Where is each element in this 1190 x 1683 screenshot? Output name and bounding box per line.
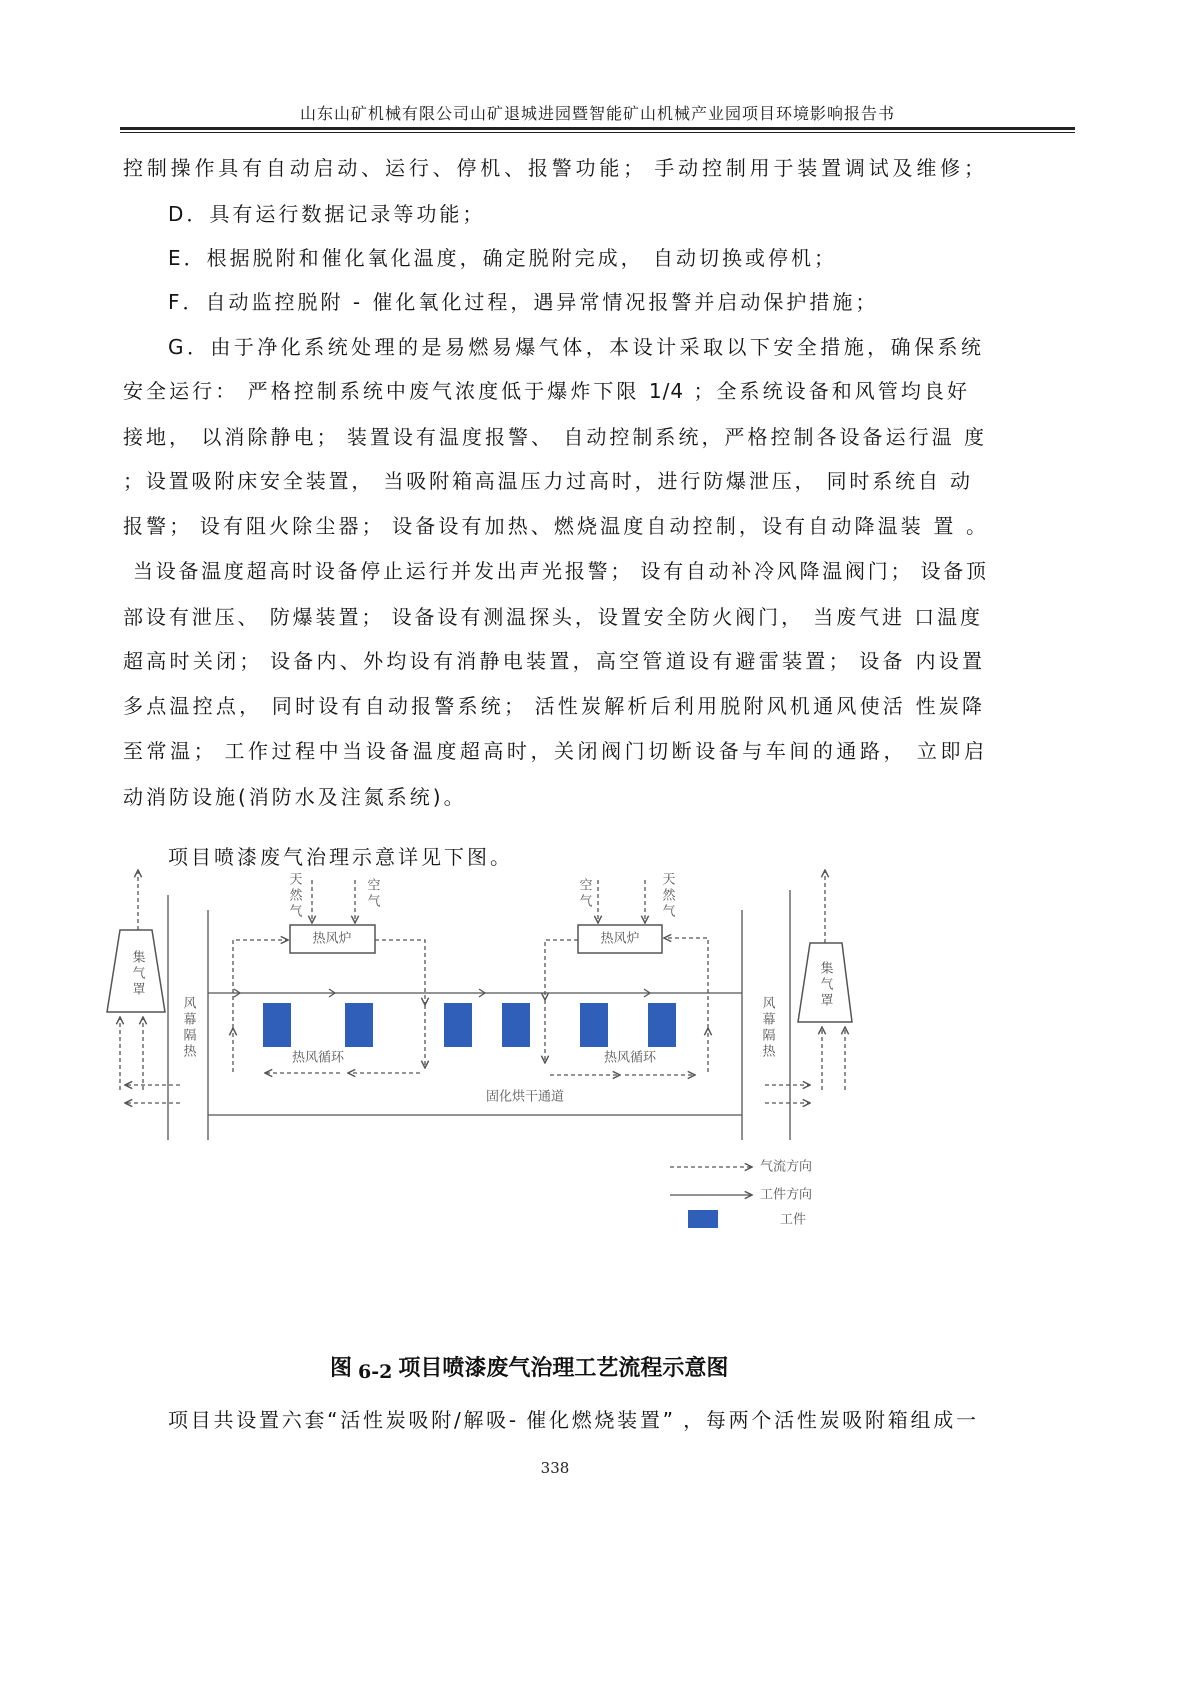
label-furnace-right: 热风炉 (600, 931, 640, 947)
label-circulation-right: 热风循环 (603, 1050, 657, 1066)
label-air-right: 空气 (576, 878, 592, 910)
body-line: G．由于净化系统处理的是易燃易爆气体，本设计采取以下安全措施，确保系统 (168, 335, 982, 359)
workpiece (444, 1003, 472, 1047)
label-air-curtain-right: 风幕隔热 (759, 996, 775, 1060)
body-line: 部设有泄压、 防爆装置； 设备设有测温探头，设置安全防火阀门， 当废气进 口温度 (123, 605, 981, 629)
label-circulation-left: 热风循环 (291, 1050, 345, 1066)
label-air-left: 空气 (364, 878, 380, 910)
label-natural-gas-left: 天然气 (286, 872, 302, 920)
body-line: 接地， 以消除静电； 装置设有温度报警、 自动控制系统，严格控制各设备运行温 度 (123, 425, 985, 449)
workpiece (648, 1003, 676, 1047)
process-flow-diagram (90, 860, 860, 1250)
workpiece (263, 1003, 291, 1047)
legend-workpiece-swatch (688, 1210, 718, 1228)
legend-airflow-label: 气流方向 (760, 1159, 813, 1175)
label-air-curtain-left: 风幕隔热 (180, 996, 196, 1060)
header-rule-thin (120, 132, 1075, 133)
body-line: ；设置吸附床安全装置， 当吸附箱高温压力过高时，进行防爆泄压， 同时系统自 动 (123, 469, 971, 493)
right-supply-down (545, 940, 578, 1000)
body-line: 多点温控点， 同时设有自动报警系统； 活性炭解析后利用脱附风机通风使活 性炭降 (123, 694, 983, 718)
label-drying-channel: 固化烘干通道 (485, 1089, 565, 1105)
body-line: F．自动监控脱附 - 催化氧化过程，遇异常情况报警并启动保护措施； (168, 290, 879, 314)
left-supply-down (375, 940, 425, 1005)
figure-intro: 项目喷漆废气治理示意详见下图。 (168, 845, 513, 869)
page-number: 338 (540, 1459, 570, 1477)
workpiece (345, 1003, 373, 1047)
label-hood-left: 集气罩 (129, 950, 145, 998)
caption-number: 6-2 (358, 1361, 393, 1383)
legend-workpiece-label: 工件 (780, 1212, 807, 1228)
caption-title: 项目喷漆废气治理工艺流程示意图 (398, 1355, 729, 1381)
diagram-canvas (90, 860, 860, 1250)
caption-prefix: 图 (330, 1355, 353, 1381)
body-line: 超高时关闭； 设备内、外均设有消静电装置，高空管道设有避雷装置； 设备 内设置 (123, 649, 983, 673)
header-rule-thick (120, 127, 1075, 130)
label-furnace-left: 热风炉 (312, 931, 352, 947)
body-line: E．根据脱附和催化氧化温度，确定脱附完成， 自动切换或停机； (168, 246, 837, 270)
workpiece (502, 1003, 530, 1047)
figure-caption (330, 1354, 728, 1383)
body-line: 安全运行： 严格控制系统中废气浓度低于爆炸下限 1/4 ；全系统设备和风管均良好 (123, 379, 968, 403)
body-line: 控制操作具有自动启动、运行、停机、报警功能； 手动控制用于装置调试及维修； (123, 156, 985, 180)
body-line: D．具有运行数据记录等功能； (168, 202, 486, 226)
body-line-after-figure: 项目共设置六套“活性炭吸附/解吸- 催化燃烧装置” ，每两个活性炭吸附箱组成一 (168, 1408, 977, 1432)
body-line: 当设备温度超高时设备停止运行并发出声光报警； 设有自动补冷风降温阀门； 设备顶 (133, 559, 987, 583)
label-natural-gas-right: 天然气 (659, 872, 675, 920)
body-line: 报警； 设有阻火除尘器； 设备设有加热、燃烧温度自动控制，设有自动降温装 置 。 (123, 514, 987, 538)
label-hood-right: 集气罩 (817, 961, 833, 1009)
workpiece (580, 1003, 608, 1047)
running-header: 山东山矿机械有限公司山矿退城进园暨智能矿山机械产业园项目环境影响报告书 (299, 104, 895, 123)
body-line: 动消防设施(消防水及注氮系统)。 (123, 785, 467, 809)
body-line: 至常温； 工作过程中当设备温度超高时，关闭阀门切断设备与车间的通路， 立即启 (123, 739, 985, 763)
legend-work-direction-label: 工件方向 (760, 1187, 813, 1203)
